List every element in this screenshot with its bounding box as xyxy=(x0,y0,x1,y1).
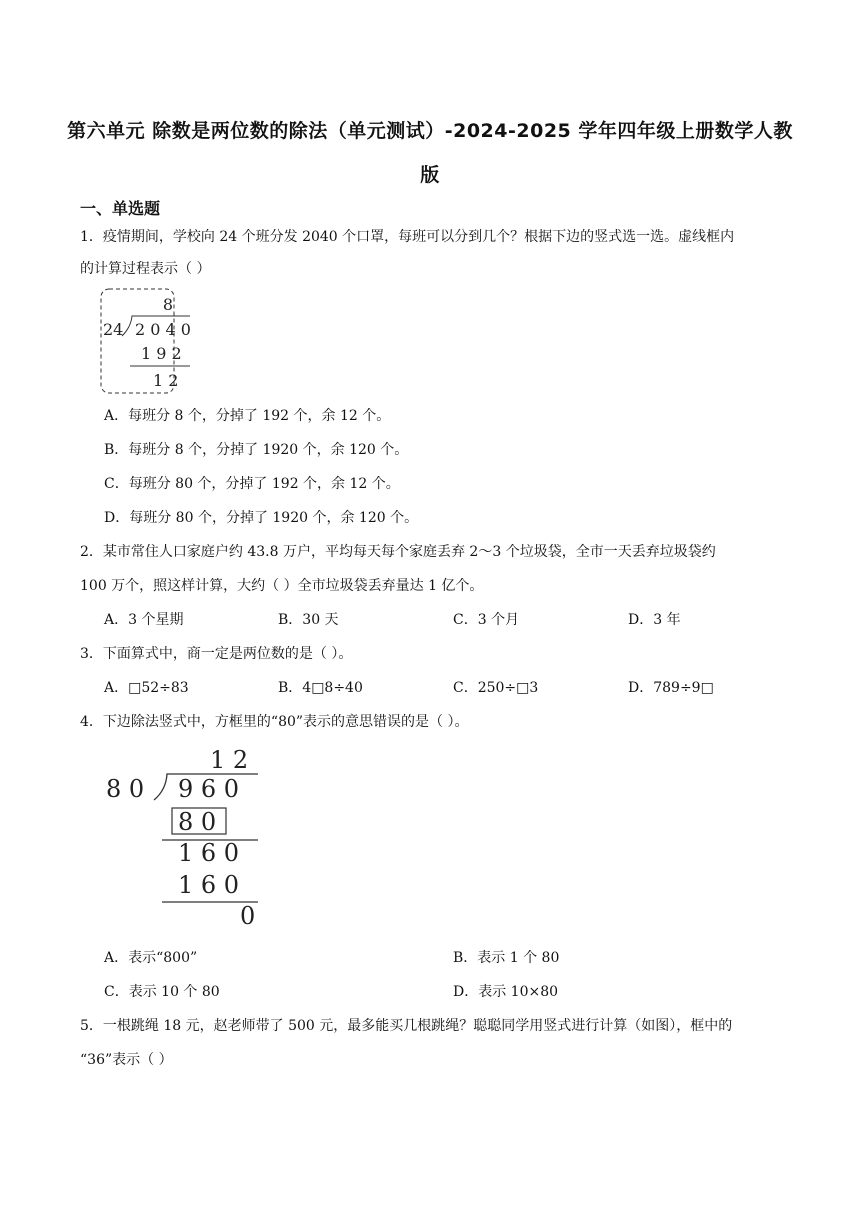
figure-2-row4: 1 6 0 xyxy=(178,871,240,899)
question-2-option-c[interactable]: C．3 个月 xyxy=(453,612,520,628)
question-2-option-b[interactable]: B．30 天 xyxy=(278,612,339,628)
question-3-option-a[interactable]: A．□52÷83 xyxy=(104,680,189,696)
figure-2-result: 0 xyxy=(240,902,256,930)
figure-1-dividend: 2 0 4 0 xyxy=(135,320,191,339)
question-1-option-a[interactable]: A．每班分 8 个，分掉了 192 个，余 12 个。 xyxy=(104,408,391,424)
question-3-option-d[interactable]: D．789÷9□ xyxy=(628,680,714,696)
page-title-continued: 版 xyxy=(420,164,440,186)
figure-1-remainder: 1 2 xyxy=(153,371,179,390)
section-heading: 一、单选题 xyxy=(80,199,161,218)
question-4-option-d[interactable]: D．表示 10×80 xyxy=(453,984,559,1000)
question-4-option-c[interactable]: C．表示 10 个 80 xyxy=(104,984,220,1000)
question-2-text: 2．某市常住人口家庭户约 43.8 万户，平均每天每个家庭丢弃 2～3 个垃圾袋，全市一天丢弃垃圾袋约 xyxy=(80,544,716,560)
figure-1-product: 1 9 2 xyxy=(141,344,182,363)
question-4-option-b[interactable]: B．表示 1 个 80 xyxy=(453,950,560,966)
question-1-option-b[interactable]: B．每班分 8 个，分掉了 1920 个，余 120 个。 xyxy=(104,442,409,458)
long-division-figure-1 xyxy=(98,286,198,396)
question-4-option-a[interactable]: A．表示“800” xyxy=(104,950,198,966)
question-1-option-c[interactable]: C．每班分 80 个，分掉了 192 个，余 12 个。 xyxy=(104,476,400,492)
question-4-text: 4．下边除法竖式中，方框里的“80”表示的意思错误的是（ ）。 xyxy=(80,714,469,730)
question-2-text-cont: 100 万个，照这样计算，大约（ ）全市垃圾袋丢弃量达 1 亿个。 xyxy=(80,578,484,594)
long-division-figure-2 xyxy=(100,740,270,932)
figure-2-dividend: 9 6 0 xyxy=(178,775,240,803)
question-3-option-b[interactable]: B．4□8÷40 xyxy=(278,680,363,696)
question-2-option-d[interactable]: D．3 年 xyxy=(628,612,681,628)
figure-2-divisor: 8 0 xyxy=(106,775,145,803)
page-title: 第六单元 除数是两位数的除法（单元测试）-2024-2025 学年四年级上册数学人教 xyxy=(67,120,793,142)
question-1-text-cont: 的计算过程表示（ ） xyxy=(80,261,211,277)
figure-1-quotient: 8 xyxy=(162,295,174,314)
figure-2-row3: 1 6 0 xyxy=(178,839,240,867)
question-2-option-a[interactable]: A．3 个星期 xyxy=(104,612,184,628)
question-1-option-d[interactable]: D．每班分 80 个，分掉了 1920 个，余 120 个。 xyxy=(104,510,419,526)
figure-1-divisor: 24 xyxy=(103,320,124,339)
figure-2-boxed-80: 8 0 xyxy=(178,808,217,836)
question-5-text-cont: “36”表示（ ） xyxy=(80,1052,173,1068)
figure-2-quotient: 1 2 xyxy=(210,746,249,774)
question-3-option-c[interactable]: C．250÷□3 xyxy=(453,680,539,696)
question-5-text: 5．一根跳绳 18 元，赵老师带了 500 元，最多能买几根跳绳？聪聪同学用竖式进行计算（如图），框中的 xyxy=(80,1018,733,1034)
question-1-text: 1．疫情期间，学校向 24 个班分发 2040 个口罩，每班可以分到几个？根据下边的竖式选一选。虚线框内 xyxy=(80,229,735,245)
question-3-text: 3．下面算式中，商一定是两位数的是（ ）。 xyxy=(80,646,353,662)
